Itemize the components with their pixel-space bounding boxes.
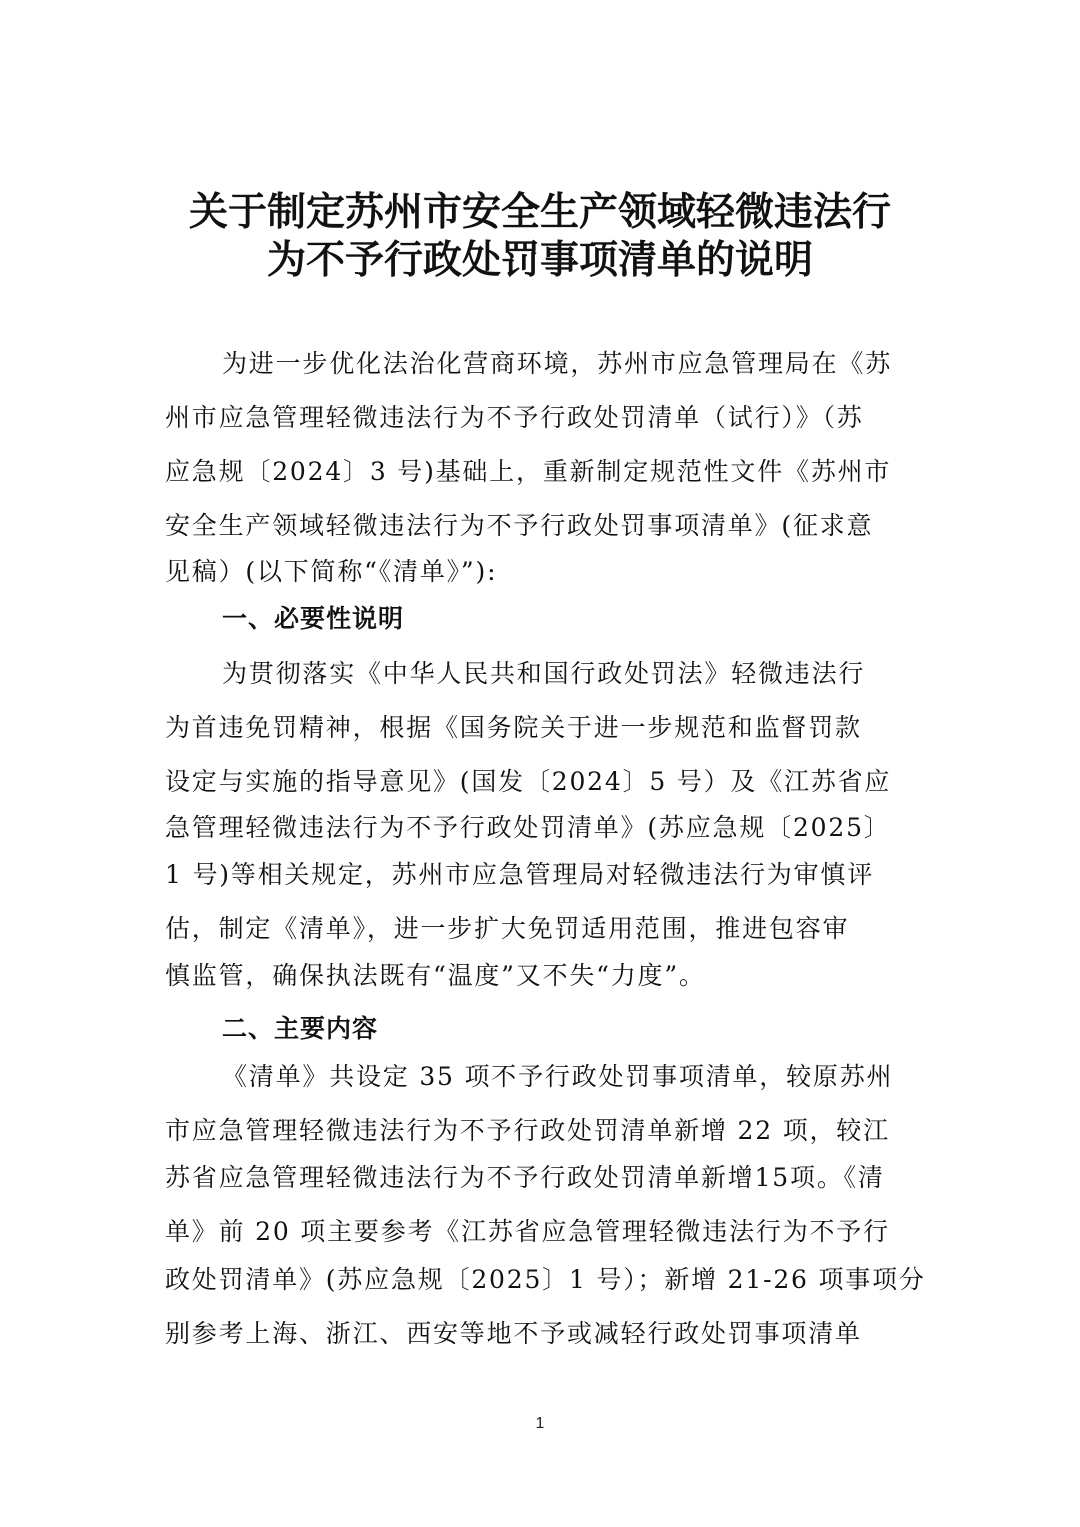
section1-line-5: 1 号)等相关规定，苏州市应急管理局对轻微违法行为审慎评 xyxy=(165,860,875,889)
intro-line-3: 应急规〔2024〕3 号)基础上，重新制定规范性文件《苏州市 xyxy=(165,457,892,486)
document-title-line-2: 为不予行政处罚事项清单的说明 xyxy=(266,238,813,283)
section1-line-1: 为贯彻落实《中华人民共和国行政处罚法》轻微违法行 xyxy=(222,659,866,688)
section1-line-3: 设定与实施的指导意见》(国发〔2024〕5 号）及《江苏省应 xyxy=(165,767,892,796)
section2-line-3: 苏省应急管理轻微违法行为不予行政处罚清单新增15项。《清 xyxy=(165,1163,885,1192)
section1-heading: 一、必要性说明 xyxy=(222,604,405,633)
section1-line-2: 为首违免罚精神，根据《国务院关于进一步规范和监督罚款 xyxy=(165,713,862,742)
section1-line-4: 急管理轻微违法行为不予行政处罚清单》(苏应急规〔2025〕 xyxy=(165,813,891,842)
section2-line-5: 政处罚清单》(苏应急规〔2025〕1 号）；新增 21-26 项事项分 xyxy=(165,1265,926,1294)
intro-line-2: 州市应急管理轻微违法行为不予行政处罚清单（试行）》（苏 xyxy=(165,403,864,432)
intro-line-1: 为进一步优化法治化营商环境，苏州市应急管理局在《苏 xyxy=(222,349,893,378)
section2-line-2: 市应急管理轻微违法行为不予行政处罚清单新增 22 项，较江 xyxy=(165,1116,890,1145)
intro-line-5: 见稿）(以下简称“《清单》”): xyxy=(165,557,498,586)
section1-line-7: 慎监管，确保执法既有“温度”又不失“力度”。 xyxy=(165,961,706,990)
section2-line-6: 别参考上海、浙江、西安等地不予或减轻行政处罚事项清单 xyxy=(165,1319,862,1348)
section2-line-1: 《清单》共设定 35 项不予行政处罚事项清单，较原苏州 xyxy=(222,1062,894,1091)
section1-line-6: 估，制定《清单》，进一步扩大免罚适用范围，推进包容审 xyxy=(165,914,850,943)
page-number: 1 xyxy=(535,1415,545,1432)
section2-line-4: 单》前 20 项主要参考《江苏省应急管理轻微违法行为不予行 xyxy=(165,1217,890,1246)
section2-heading: 二、主要内容 xyxy=(222,1014,379,1043)
document-title-line-1: 关于制定苏州市安全生产领域轻微违法行 xyxy=(188,190,891,235)
intro-line-4: 安全生产领域轻微违法行为不予行政处罚事项清单》(征求意 xyxy=(165,511,874,540)
